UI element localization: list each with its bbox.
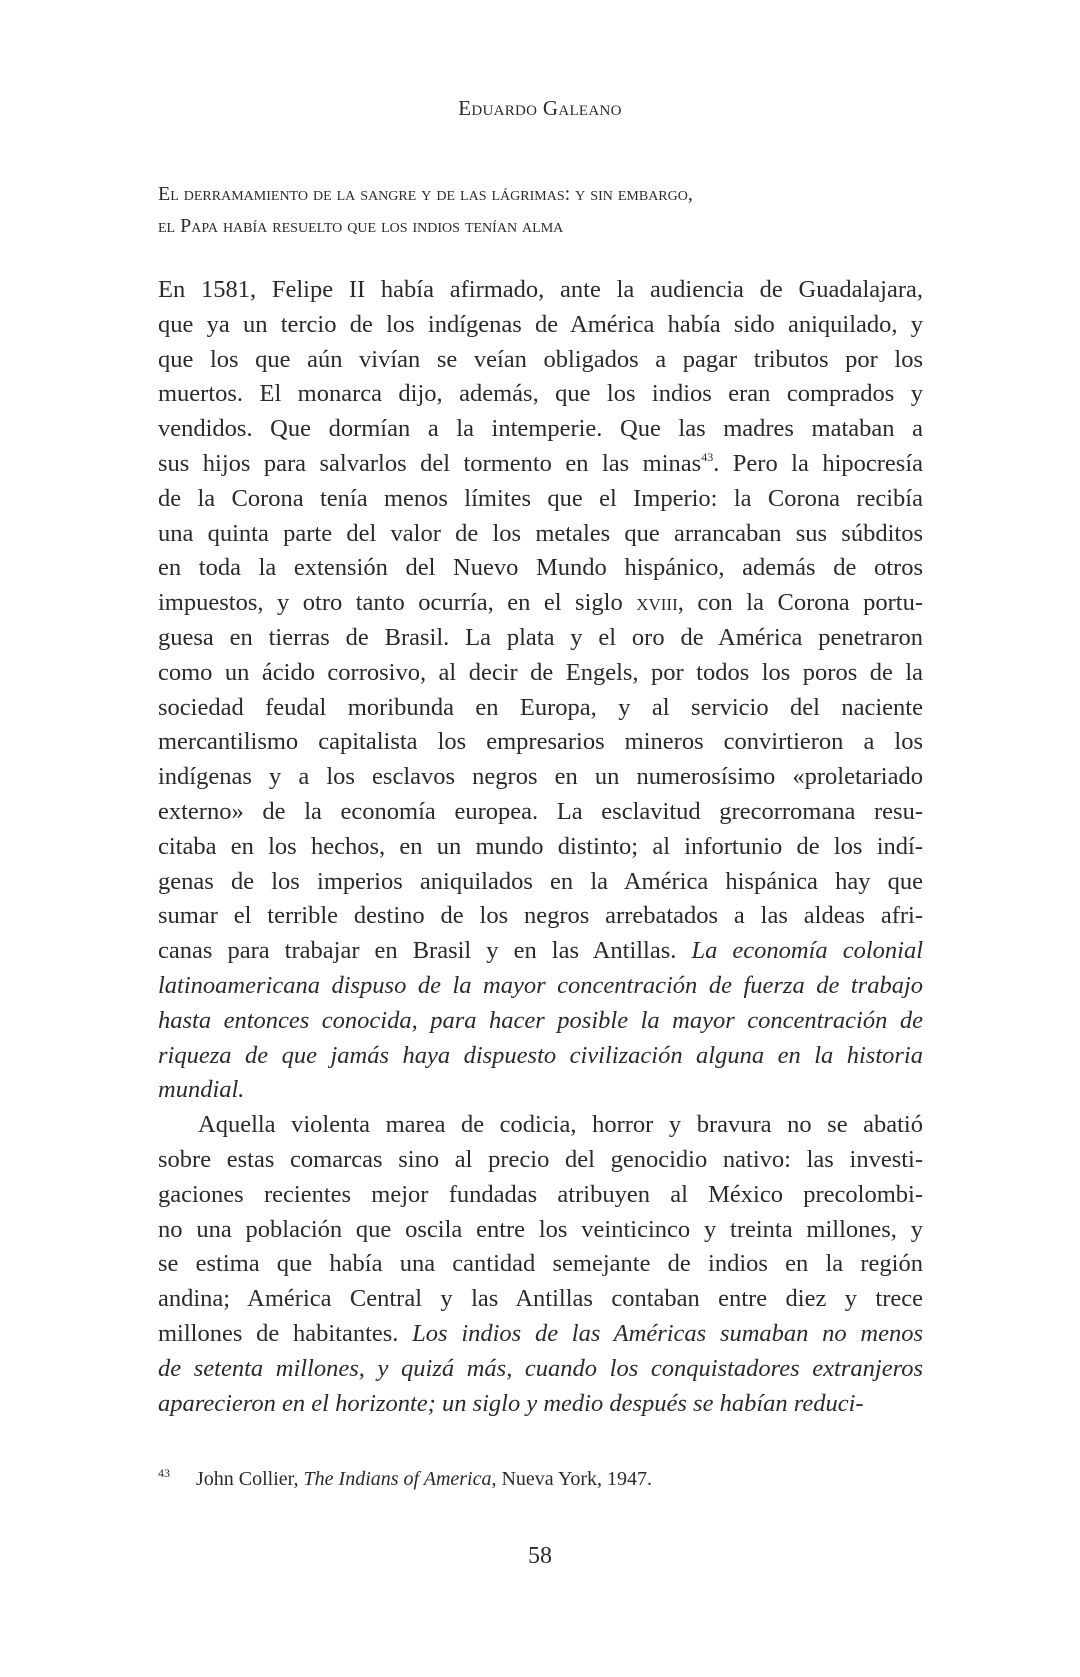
section-title (158, 178, 928, 242)
text-run: que los que aún vivían se veían obligados a pagar tributos por los (158, 345, 923, 373)
text-line (158, 830, 923, 865)
running-head: Eduardo Galeano (458, 96, 622, 120)
text-line (158, 1282, 923, 1317)
section-title-line: el Papa había resuelto que los indios tenían alma (158, 215, 564, 237)
text-line (158, 1108, 923, 1143)
text-run: sus hijos para salvarlos del tormento en las minas (158, 449, 702, 477)
text-line (158, 725, 923, 760)
footnote-ref[interactable]: 43 (701, 449, 714, 464)
text-line (158, 1317, 923, 1352)
text-line (158, 865, 923, 900)
text-run: externo» de la economía europea. La esclavitud grecorromana resu- (158, 797, 923, 825)
text-run: muertos. El monarca dijo, además, que los indios eran comprados y (158, 380, 923, 408)
text-run: de la Corona tenía menos límites que el Imperio: la Corona recibía (158, 484, 923, 512)
text-line (158, 795, 923, 830)
text-line (158, 273, 923, 308)
roman-numeral: xviii (636, 589, 678, 617)
text-run: una quinta parte del valor de los metales que arrancaban sus súbditos (158, 519, 923, 547)
text-line (158, 621, 923, 656)
text-line (158, 517, 923, 552)
text-line (158, 899, 923, 934)
text-run: En 1581, Felipe II había afirmado, ante la audiencia de Guadalajara, (158, 276, 923, 303)
text-line (158, 412, 923, 447)
text-run: no una población que oscila entre los veinticinco y treinta millones, y (158, 1215, 923, 1243)
text-line (158, 1039, 923, 1074)
text-run: citaba en los hechos, en un mundo distinto; al infortunio de los indí- (158, 832, 923, 860)
italic-run: mundial. (158, 1076, 245, 1104)
text-line (158, 934, 923, 969)
text-run: genas de los imperios aniquilados en la América hispánica hay que (158, 867, 923, 895)
text-line (158, 377, 923, 412)
text-run: Aquella violenta marea de codicia, horror y bravura no se abatió (198, 1111, 923, 1139)
text-run: mercantilismo capitalista los empresarios mineros convirtieron a los (158, 728, 923, 756)
footnote-work: The Indians of America (303, 1468, 492, 1490)
text-run: sociedad feudal moribunda en Europa, y al servicio del naciente (158, 693, 923, 721)
text-run: guesa en tierras de Brasil. La plata y el oro de América penetraron (158, 623, 923, 651)
section-title-line: El derramamiento de la sangre y de las lágrimas: y sin embargo, (158, 183, 693, 205)
text-line (158, 1247, 923, 1282)
italic-run: riqueza de que jamás haya dispuesto civilización alguna en la historia (158, 1041, 923, 1069)
paragraph (158, 1108, 923, 1421)
text-line (158, 551, 923, 586)
text-line (158, 969, 923, 1004)
text-line (158, 1073, 923, 1108)
text-run: como un ácido corrosivo, al decir de Engels, por todos los poros de la (158, 658, 923, 686)
footnote-number: 43 (158, 1466, 170, 1480)
italic-run: Los indios de las Américas sumaban no menos (412, 1319, 923, 1347)
page-number: 58 (528, 1543, 552, 1569)
text-line (158, 691, 923, 726)
text-line (158, 1352, 923, 1387)
italic-run: latinoamericana dispuso de la mayor concentración de fuerza de trabajo (158, 971, 923, 999)
italic-run: de setenta millones, y quizá más, cuando los conquistadores extranjeros (158, 1354, 923, 1382)
text-run: que ya un tercio de los indígenas de América había sido aniquilado, y (158, 310, 923, 338)
text-run: en toda la extensión del Nuevo Mundo hispánico, además de otros (158, 554, 923, 582)
text-run: sobre estas comarcas sino al precio del genocidio nativo: las investi- (158, 1145, 923, 1173)
text-run: gaciones recientes mejor fundadas atribuyen al México precolombi- (158, 1180, 923, 1208)
text-run: sumar el terrible destino de los negros arrebatados a las aldeas afri- (158, 902, 923, 930)
text-line (158, 1387, 923, 1422)
paragraph (158, 273, 923, 1108)
footnote-rest: , Nueva York, 1947. (491, 1468, 653, 1490)
text-line (158, 586, 923, 621)
text-run: millones de habitantes. (158, 1319, 413, 1347)
italic-run: La economía colonial (691, 937, 923, 965)
text-line (158, 1143, 923, 1178)
text-line (158, 1178, 923, 1213)
italic-run: aparecieron en el horizonte; un siglo y medio después se habían reduci- (158, 1389, 864, 1417)
text-line (158, 1004, 923, 1039)
text-run: indígenas y a los esclavos negros en un numerosísimo «proletariado (158, 763, 923, 791)
footnote (158, 1466, 652, 1491)
body-text (158, 273, 923, 1421)
text-line (158, 482, 923, 517)
text-line (158, 308, 923, 343)
italic-run: hasta entonces conocida, para hacer posible la mayor concentración de (158, 1006, 923, 1034)
text-line (158, 656, 923, 691)
text-line (158, 1213, 923, 1248)
text-line (158, 447, 923, 482)
text-run: se estima que había una cantidad semejante de indios en la región (158, 1250, 923, 1278)
text-run: andina; América Central y las Antillas contaban entre diez y trece (158, 1285, 923, 1313)
text-line (158, 343, 923, 378)
text-run: canas para trabajar en Brasil y en las Antillas. (158, 937, 692, 965)
footnote-author: John Collier, (196, 1468, 304, 1490)
text-run: impuestos, y otro tanto ocurría, en el siglo xviii, con la Corona portu- (158, 589, 923, 617)
text-line (158, 760, 923, 795)
text-run: vendidos. Que dormían a la intemperie. Que las madres mataban a (158, 415, 923, 443)
text-run: . Pero la hipocresía (713, 449, 923, 477)
